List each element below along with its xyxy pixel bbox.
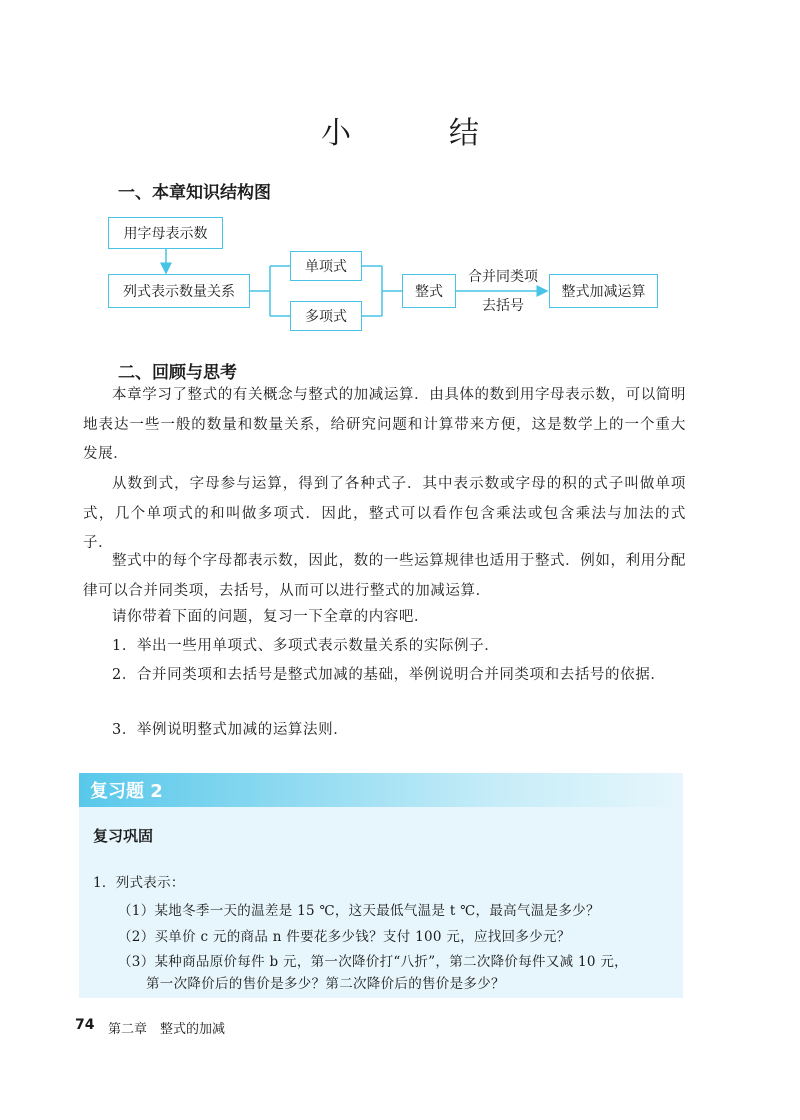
question-1: 1．举出一些用单项式、多项式表示数量关系的实际例子． [112, 638, 500, 654]
arrow-label-combine-like-terms: 合并同类项 [468, 269, 538, 285]
exercise-item-3: （3）某种商品原价每件 b 元，第一次降价打“八折”，第二次降价每件又减 10 元， [118, 954, 628, 970]
box-addition-subtraction: 整式加减运算 [549, 274, 658, 308]
exercise-item-3-continued: 第一次降价后的售价是多少？第二次降价后的售价是多少？ [146, 976, 505, 992]
chapter-title: 第二章 整式的加减 [108, 1022, 226, 1037]
box-monomial: 单项式 [290, 251, 362, 281]
paragraph-intro: 本章学习了整式的有关概念与整式的加减运算．由具体的数到用字母表示数，可以简明地表达一些一般的数量和数量关系，给研究问题和计算带来方便，这是数学上的一个重大发展． [83, 387, 686, 462]
review-subheading: 复习巩固 [93, 827, 154, 845]
paragraph-monomials: 从数到式，字母参与运算，得到了各种式子．其中表示数或字母的积的式子叫做单项式，几个单项式的和叫做多项式．因此，整式可以看作包含乘法或包含乘法与加法的式子． [83, 476, 686, 551]
exercise-intro: 1．列式表示： [93, 875, 185, 891]
question-3: 3．举例说明整式加减的运算法则． [112, 722, 349, 738]
review-banner [79, 773, 683, 807]
page-number: 74 [75, 1017, 95, 1033]
exercise-item-1: （1）某地冬季一天的温差是 15 ℃，这天最低气温是 t ℃，最高气温是多少？ [118, 903, 600, 919]
arrow-label-remove-brackets: 去括号 [482, 298, 524, 314]
box-integral-expression: 整式 [402, 274, 456, 308]
section-heading-structure: 一、本章知识结构图 [118, 183, 271, 203]
box-polynomial: 多项式 [290, 301, 362, 331]
box-letters-for-numbers: 用字母表示数 [108, 217, 223, 249]
paragraph-prompt: 请你带着下面的问题，复习一下全章的内容吧． [112, 609, 430, 625]
section-heading-review: 二、回顾与思考 [118, 363, 237, 383]
review-title: 复习题 2 [90, 781, 163, 802]
box-quantity-relations: 列式表示数量关系 [108, 274, 250, 308]
question-2: 2．合并同类项和去括号是整式加减的基础，举例说明合并同类项和去括号的依据． [112, 667, 666, 683]
exercise-item-2: （2）买单价 c 元的商品 n 件要花多少钱？支付 100 元，应找回多少元？ [118, 929, 571, 945]
page-title: 小 结 [321, 116, 513, 151]
paragraph-rules: 整式中的每个字母都表示数，因此，数的一些运算规律也适用于整式．例如，利用分配律可以合并同类项，去括号，从而可以进行整式的加减运算． [83, 553, 686, 599]
